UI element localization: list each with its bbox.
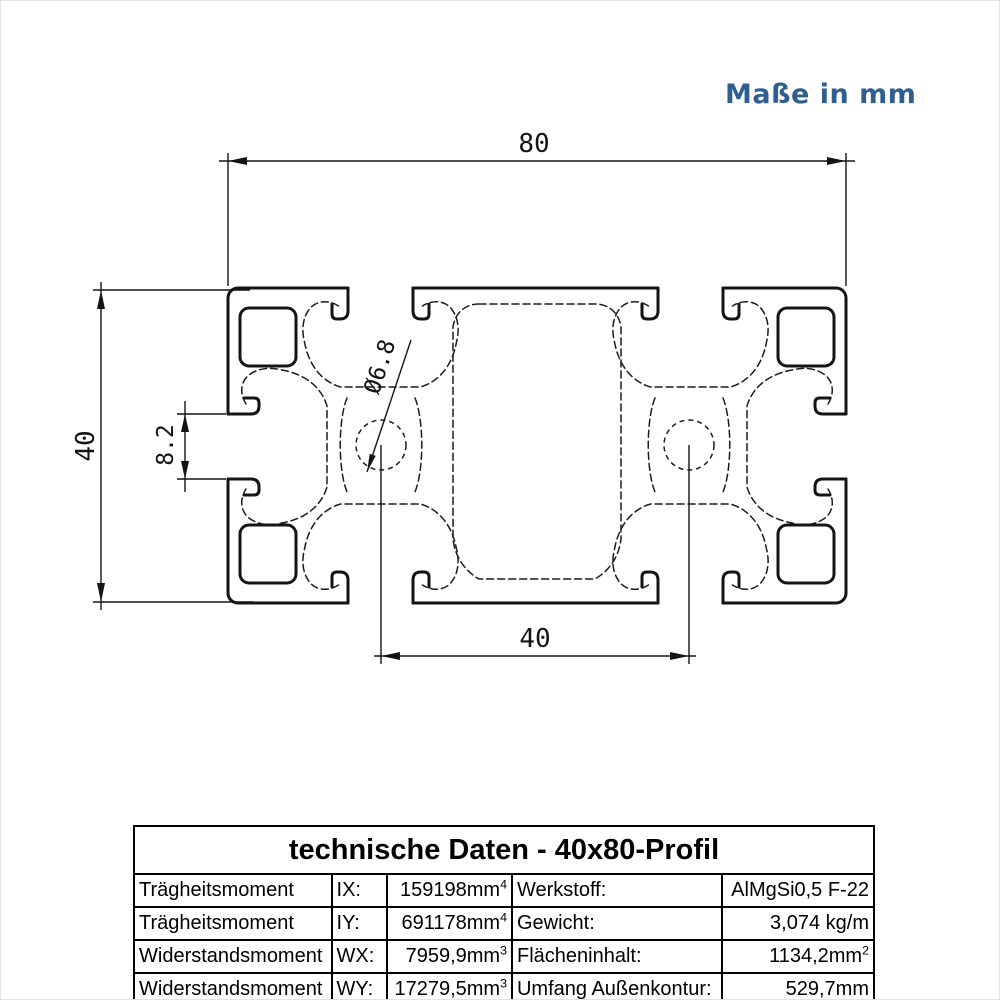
tslot-cavity-right	[747, 368, 832, 524]
value-sup: 4	[500, 910, 507, 925]
value-sup: 3	[500, 943, 507, 958]
web-walls	[340, 398, 730, 492]
value-text: 159198mm	[400, 879, 501, 901]
row-value2	[722, 940, 874, 973]
value-sup: 4	[500, 877, 507, 892]
dimension-width-80	[219, 129, 855, 286]
row-value2	[722, 874, 874, 907]
table-row	[134, 874, 874, 907]
row-symbol: IX:	[332, 874, 387, 907]
row-label: Trägheitsmoment	[134, 874, 332, 907]
row-value2	[722, 907, 874, 940]
dimension-slot-8-2	[153, 401, 226, 492]
value-text: 17279,5mm	[394, 978, 501, 1000]
tslot-cavity-top-right	[613, 302, 768, 387]
corner-channel-top-right	[778, 308, 834, 366]
tslot-cavity-bottom-right	[613, 504, 768, 589]
row-label2: Gewicht:	[512, 907, 722, 940]
profile-drawing	[1, 1, 1000, 813]
row-value	[387, 907, 512, 940]
row-symbol: WY:	[332, 973, 387, 1000]
value2-sup: 2	[862, 943, 869, 958]
dim-height-label: 40	[71, 430, 101, 462]
technical-data-table	[133, 825, 875, 1000]
tslot-cavity-left	[242, 368, 327, 524]
slot-lips	[228, 288, 846, 603]
table-row	[134, 907, 874, 940]
row-label: Trägheitsmoment	[134, 907, 332, 940]
dim-hole-spacing-label: 40	[519, 624, 551, 654]
row-value	[387, 973, 512, 1000]
dim-slot-label: 8.2	[153, 424, 179, 466]
table-row	[134, 973, 874, 1000]
central-cavity	[453, 304, 621, 579]
value2-text: 529,7mm	[785, 978, 869, 1000]
profile-outer-contour	[228, 288, 846, 603]
row-label: Widerstandsmoment	[134, 940, 332, 973]
corner-channel-bottom-right	[778, 525, 834, 583]
row-symbol: WX:	[332, 940, 387, 973]
corner-channel-bottom-left	[240, 525, 296, 583]
row-value2	[722, 973, 874, 1000]
value2-text: 1134,2mm	[769, 945, 863, 967]
row-symbol: IY:	[332, 907, 387, 940]
dim-width-label: 80	[518, 129, 550, 159]
value-sup: 3	[500, 976, 507, 991]
table-title: technische Daten - 40x80-Profil	[134, 826, 874, 874]
dim-core-hole-label: Ø6.8	[359, 336, 402, 398]
value2-text: 3,074 kg/m	[770, 912, 869, 934]
row-value	[387, 874, 512, 907]
dimension-core-hole	[359, 336, 411, 472]
units-note: Maße in mm	[725, 79, 917, 110]
corner-channel-top-left	[240, 308, 296, 366]
value-text: 7959,9mm	[405, 945, 501, 967]
row-label2: Werkstoff:	[512, 874, 722, 907]
value2-text: AlMgSi0,5 F-22	[731, 879, 869, 901]
table-header-row	[134, 826, 874, 874]
row-label2: Umfang Außenkontur:	[512, 973, 722, 1000]
table-row	[134, 940, 874, 973]
row-label2: Flächeninhalt:	[512, 940, 722, 973]
dimension-hole-spacing-40	[374, 445, 696, 664]
row-value	[387, 940, 512, 973]
row-label: Widerstandsmoment	[134, 973, 332, 1000]
value-text: 691178mm	[401, 912, 501, 934]
